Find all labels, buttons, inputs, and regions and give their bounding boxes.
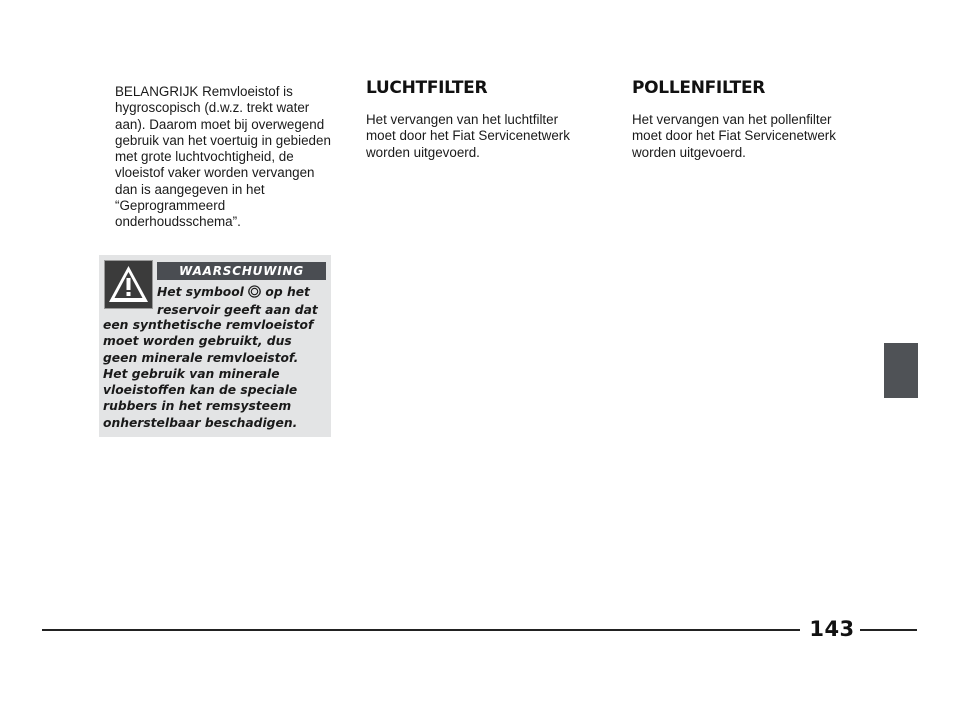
- page-number: 143: [809, 617, 855, 641]
- pollen-filter-heading: POLLENFILTER: [632, 78, 766, 98]
- footer-rule-left: [42, 629, 800, 631]
- warning-text-intro: [157, 284, 329, 319]
- air-filter-section: [366, 78, 601, 161]
- warning-text-after-symbol: op het reservoir geeft aan dat: [157, 285, 318, 318]
- important-note-column: [115, 84, 335, 231]
- air-filter-heading: LUCHTFILTER: [366, 78, 488, 98]
- pollen-filter-text: Het vervangen van het pollenfilter moet door het Fiat Servicenetwerk worden uitgevoerd.: [632, 112, 836, 160]
- warning-label: WAARSCHUWING: [157, 262, 326, 280]
- section-thumb-tab: [884, 343, 918, 398]
- brake-fluid-symbol-icon: [248, 285, 261, 302]
- warning-text-body: een synthetische remvloeistof moet worden gebruikt, dus geen minerale remvloeistof. Het gebruik van minerale vloeistoffen kan de speciale rubbers in het remsysteem onherstelbaar beschadigen.: [103, 318, 314, 430]
- footer-rule-right: [860, 629, 917, 631]
- warning-box: [99, 255, 331, 437]
- air-filter-text: Het vervangen van het luchtfilter moet door het Fiat Servicenetwerk worden uitgevoerd.: [366, 112, 570, 160]
- warning-triangle-icon: [104, 260, 153, 309]
- warning-text-before-symbol: Het symbool: [157, 285, 244, 299]
- important-note-text: BELANGRIJK Remvloeistof is hygroscopisch (d.w.z. trekt water aan). Daarom moet bij overwegend gebruik van het voertuig in gebieden met grote luchtvochtigheid, de vloeistof vaker worden vervangen dan is aangegeven in het “Geprogrammeerd onderhoudsschema”.: [115, 84, 331, 230]
- pollen-filter-section: [632, 78, 867, 161]
